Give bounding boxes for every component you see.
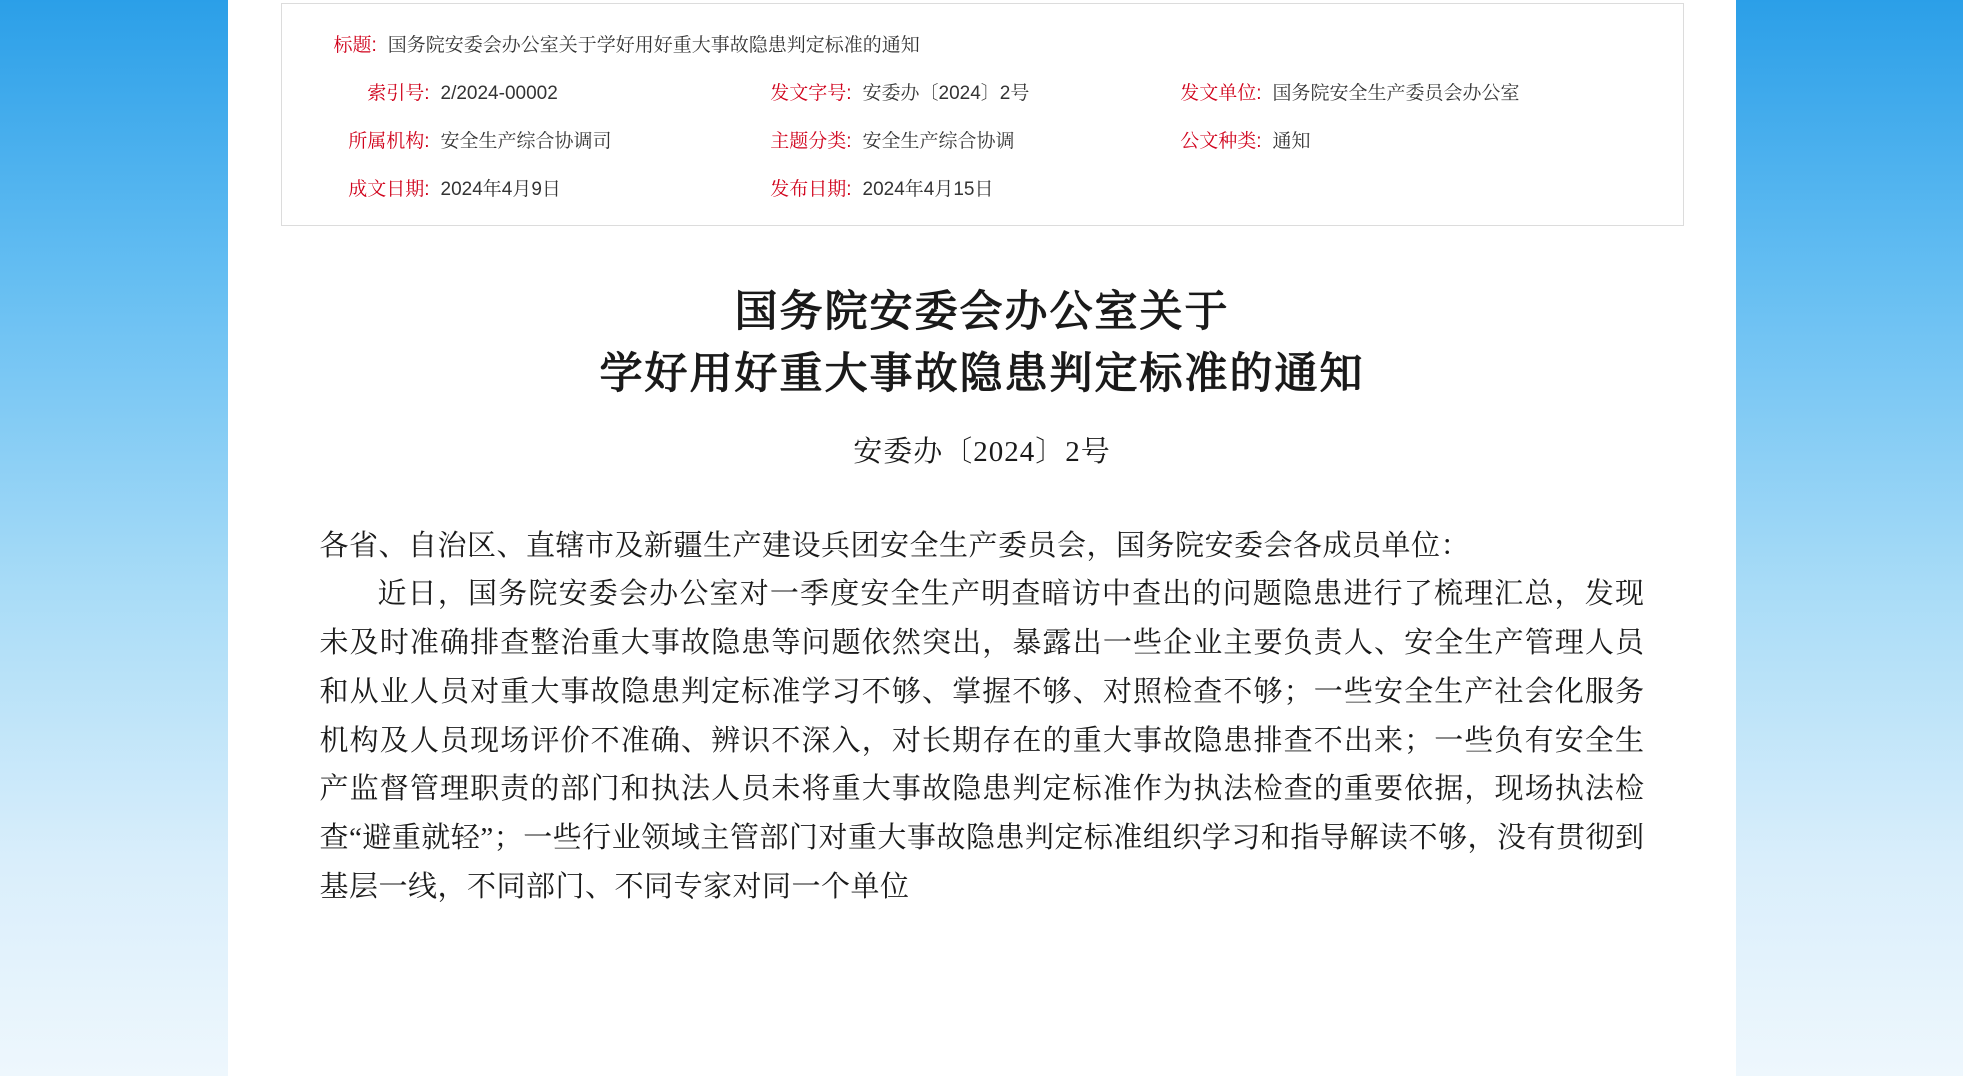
page-title-line-2: 学好用好重大事故隐患判定标准的通知 [599,351,1365,399]
metadata-label: 索引号: [367,83,430,104]
metadata-field-document-number [752,78,1162,105]
metadata-field-title [282,30,920,57]
body-paragraph-salutation: 各省、自治区、直辖市及新疆生产建设兵团安全生产委员会，国务院安委会各成员单位： [319,529,1471,562]
metadata-label: 所属机构: [348,131,430,152]
document-metadata-panel [281,3,1684,226]
metadata-value: 2024年4月9日 [440,179,561,200]
metadata-value: 2024年4月15日 [862,179,994,200]
metadata-label: 发布日期: [770,179,852,200]
metadata-value: 国务院安委会办公室关于学好用好重大事故隐患判定标准的通知 [387,35,920,56]
page-title [228,282,1736,407]
metadata-value: 安委办〔2024〕2号 [862,83,1030,104]
metadata-field-subject-category [752,126,1162,153]
body-paragraph-1: 近日，国务院安委会办公室对一季度安全生产明查暗访中查出的问题隐患进行了梳理汇总，发现未及时准确排查整治重大事故隐患等问题依然突出，暴露出一些企业主要负责人、安全生产管理人员和从业人员对重大事故隐患判定标准学习不够、掌握不够、对照检查不够；一些安全生产社会化服务机构及人员现场评价不准确、辨识不深入，对长期存在的重大事故隐患排查不出来；一些负有安全生产监督管理职责的部门和执法人员未将重大事故隐患判定标准作为执法检查的重要依据，现场执法检查“避重就轻”；一些行业领域主管部门对重大事故隐患判定标准组织学习和指导解读不够，没有贯彻到基层一线，不同部门、不同专家对同一个单位 [319,578,1645,903]
metadata-row [282,78,1683,105]
metadata-field-drafting-date [282,174,752,201]
metadata-row [282,126,1683,153]
document-number-heading: 安委办〔2024〕2号 [853,435,1111,468]
metadata-value: 安全生产综合协调 [862,131,1015,152]
document-page [228,0,1736,1076]
metadata-label: 主题分类: [770,131,852,152]
metadata-row [282,174,1683,201]
metadata-field-index-number [282,78,752,105]
metadata-value: 2/2024-00002 [440,83,558,104]
metadata-label: 发文单位: [1180,83,1262,104]
metadata-label: 成文日期: [348,179,430,200]
metadata-field-issuing-unit [1162,78,1622,105]
metadata-label: 公文种类: [1180,131,1262,152]
metadata-label: 发文字号: [770,83,852,104]
metadata-row [282,30,1683,57]
metadata-value: 通知 [1272,131,1311,152]
page-title-line-1: 国务院安委会办公室关于 [734,289,1230,336]
metadata-field-affiliated-agency [282,126,752,153]
metadata-value: 国务院安全生产委员会办公室 [1272,83,1520,104]
metadata-field-document-type [1162,126,1622,153]
metadata-field-publish-date [752,174,1162,201]
metadata-label: 标题: [333,35,377,56]
document-body [320,522,1645,912]
metadata-value: 安全生产综合协调司 [440,131,612,152]
